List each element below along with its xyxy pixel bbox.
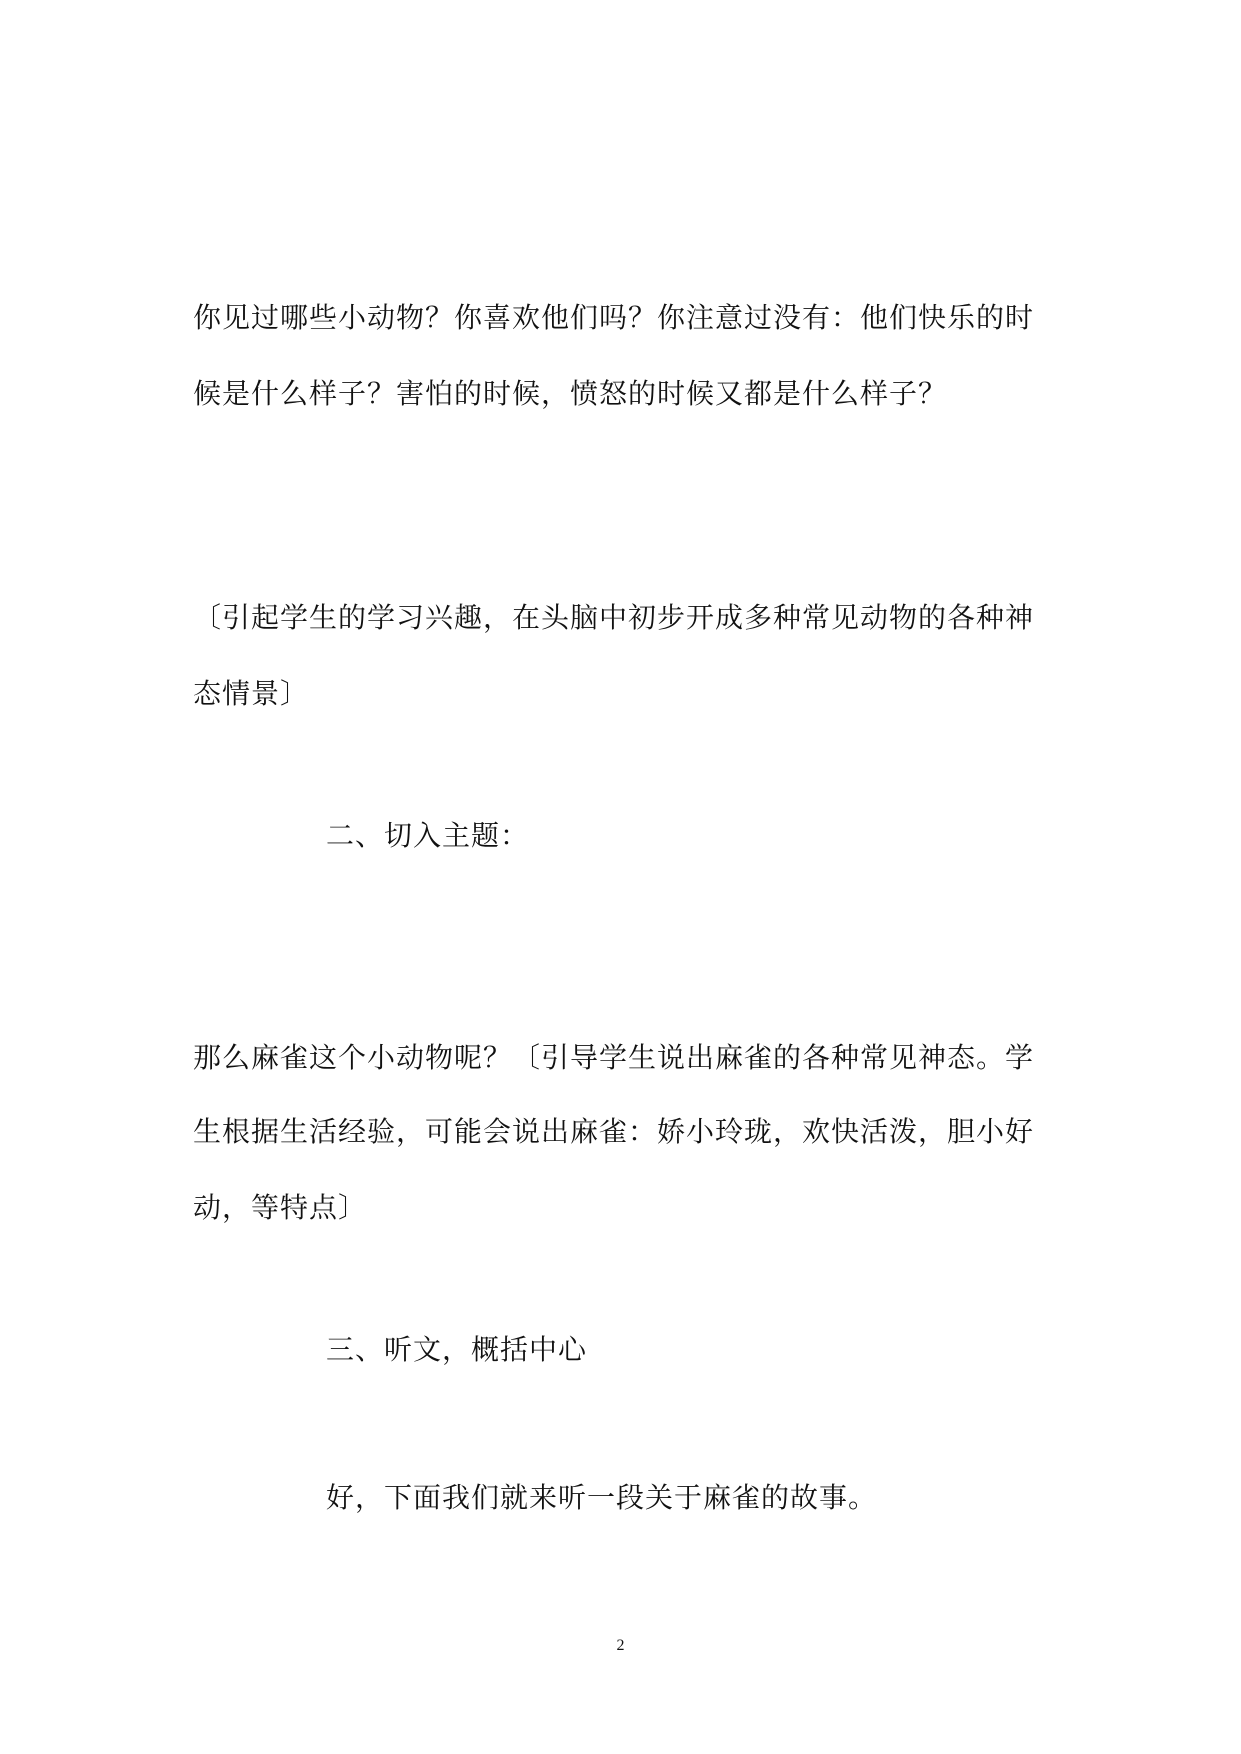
paragraph-3-line-3: 动，等特点〕: [193, 1191, 368, 1224]
paragraph-1-line-1: 你见过哪些小动物？你喜欢他们吗？你注意过没有：他们快乐的时: [193, 301, 1035, 334]
paragraph-2-line-1: 〔引起学生的学习兴趣，在头脑中初步开成多种常见动物的各种神: [193, 601, 1035, 634]
section-heading-3: 三、听文，概括中心: [326, 1333, 588, 1366]
paragraph-1-line-2: 候是什么样子？害怕的时候，愤怒的时候又都是什么样子？: [193, 377, 948, 410]
paragraph-5-line-1: 好，下面我们就来听一段关于麻雀的故事。: [326, 1481, 878, 1514]
paragraph-3-line-2: 生根据生活经验，可能会说出麻雀：娇小玲珑，欢快活泼，胆小好: [193, 1115, 1035, 1148]
section-heading-2: 二、切入主题：: [326, 819, 530, 852]
paragraph-3-line-1: 那么麻雀这个小动物呢？〔引导学生说出麻雀的各种常见神态。学: [193, 1041, 1035, 1074]
page-number: 2: [616, 1637, 625, 1654]
paragraph-2-line-2: 态情景〕: [193, 677, 310, 710]
